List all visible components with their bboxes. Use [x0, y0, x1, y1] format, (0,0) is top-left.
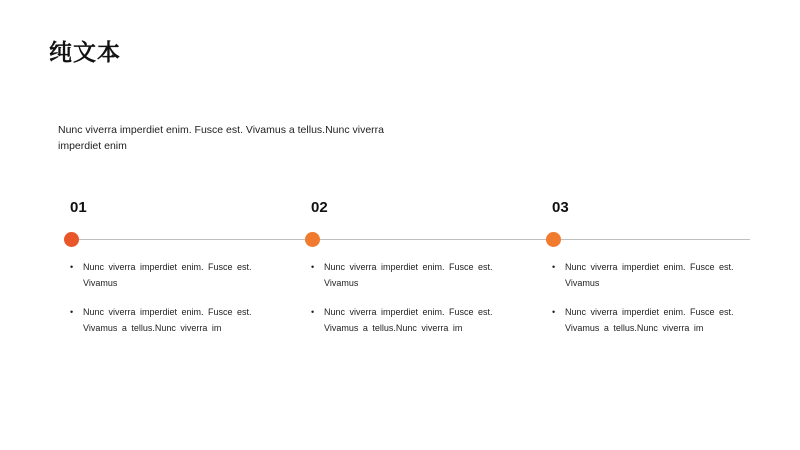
bullet-icon: •	[311, 262, 315, 272]
bullet-text: Nunc viverra imperdiet enim. Fusce est. Vivamus a tellus.Nunc viverra im	[565, 307, 734, 333]
bullet-text: Nunc viverra imperdiet enim. Fusce est. Vivamus	[324, 262, 493, 288]
page-title: 纯文本	[49, 40, 121, 66]
list-item	[311, 259, 501, 291]
list-item	[311, 304, 501, 336]
bullet-icon: •	[70, 307, 74, 317]
bullet-icon: •	[311, 307, 315, 317]
bullet-text: Nunc viverra imperdiet enim. Fusce est. Vivamus a tellus.Nunc viverra im	[83, 307, 252, 333]
step-number-3: 03	[552, 199, 569, 216]
bullet-text: Nunc viverra imperdiet enim. Fusce est. Vivamus a tellus.Nunc viverra im	[324, 307, 493, 333]
bullet-text: Nunc viverra imperdiet enim. Fusce est. Vivamus	[83, 262, 252, 288]
list-item	[552, 259, 742, 291]
list-item	[70, 304, 260, 336]
timeline-dot-2	[305, 232, 320, 247]
step-2-bullet-list	[311, 259, 501, 336]
step-1-bullet-list	[70, 259, 260, 336]
timeline-dot-1	[64, 232, 79, 247]
step-3-bullet-list	[552, 259, 742, 336]
bullet-icon: •	[552, 262, 556, 272]
step-number-1: 01	[70, 199, 87, 216]
bullet-icon: •	[70, 262, 74, 272]
step-number-2: 02	[311, 199, 328, 216]
timeline-line	[70, 239, 750, 240]
list-item	[70, 259, 260, 291]
list-item	[552, 304, 742, 336]
bullet-icon: •	[552, 307, 556, 317]
bullet-text: Nunc viverra imperdiet enim. Fusce est. Vivamus	[565, 262, 734, 288]
timeline-dot-3	[546, 232, 561, 247]
intro-text: Nunc viverra imperdiet enim. Fusce est. Vivamus a tellus.Nunc viverra imperdiet enim	[58, 124, 385, 152]
